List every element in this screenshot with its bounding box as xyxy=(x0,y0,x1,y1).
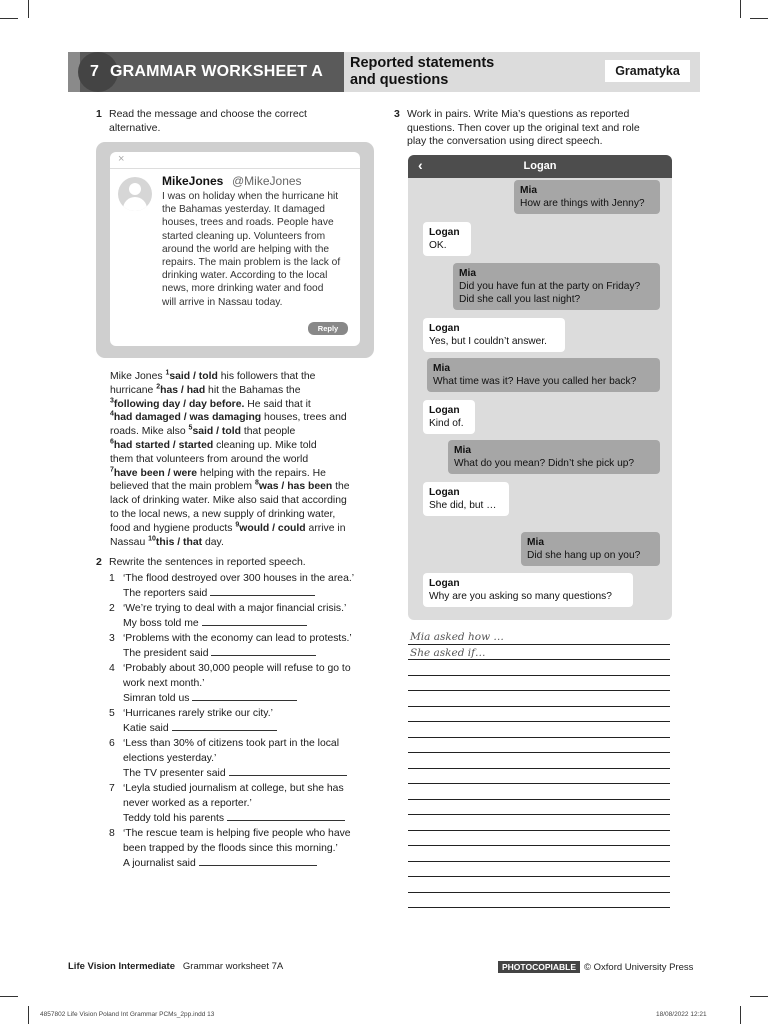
list-item: 8 ‘The rescue team is helping five people who have been trapped by the floods since this morning.’ A journalist said xyxy=(109,828,351,869)
writing-line[interactable] xyxy=(408,737,670,738)
list-item: 3 ‘Problems with the economy can lead to protests.’ The president said xyxy=(109,633,352,659)
writing-line[interactable] xyxy=(408,659,670,660)
exercise-3-number: 3 xyxy=(394,108,400,120)
crop-mark xyxy=(28,1006,29,1024)
choice-6[interactable]: had started / started xyxy=(113,439,214,451)
crop-mark xyxy=(28,0,29,18)
answer-blank[interactable] xyxy=(227,811,345,821)
list-item: 7 ‘Leyla studied journalism at college, but she has never worked as a reporter.’ Teddy told his parents xyxy=(109,783,344,824)
chat-bubble-logan: Logan She did, but … xyxy=(423,482,509,516)
choice-9[interactable]: would / could xyxy=(239,522,306,534)
list-item: 4 ‘Probably about 30,000 people will refuse to go to work next month.’ Simran told us xyxy=(109,663,351,704)
writing-line[interactable] xyxy=(408,907,670,908)
chat-bubble-logan: Logan Kind of. xyxy=(423,400,475,434)
crop-mark xyxy=(740,1006,741,1024)
chat-bubble-logan: Logan OK. xyxy=(423,222,471,256)
tweet-text: I was on holiday when the hurricane hit the Bahamas yesterday. It damaged houses, trees and roads. People have started cleaning up. Volunteers from around the world are helping with the repairs. The main problem is the lack of drinking water. According to the local news, more drinking water and food will arrive in Nassau today. xyxy=(162,191,341,308)
print-timestamp: 18/08/2022 12:21 xyxy=(656,1011,707,1018)
writing-line[interactable] xyxy=(408,644,670,645)
list-item: 2 ‘We’re trying to deal with a major financial crisis.’ My boss told me xyxy=(109,603,347,629)
choice-10[interactable]: this / that xyxy=(155,536,203,548)
worksheet-title: GRAMMAR WORKSHEET A xyxy=(110,63,323,80)
choice-7[interactable]: have been / were xyxy=(113,467,198,479)
chat-bubble-mia: Mia What do you mean? Didn’t she pick up? xyxy=(448,440,660,474)
crop-mark xyxy=(0,996,18,997)
chat-bubble-mia: Mia What time was it? Have you called her back? xyxy=(427,358,660,392)
answer-blank[interactable] xyxy=(192,691,297,701)
writing-line[interactable] xyxy=(408,675,670,676)
writing-line[interactable] xyxy=(408,799,670,800)
list-item: 1 ‘The flood destroyed over 300 houses in the area.’ The reporters said xyxy=(109,573,355,599)
answer-blank[interactable] xyxy=(211,646,316,656)
exercise-2-instruction: Rewrite the sentences in reported speech. xyxy=(109,556,306,568)
chat-bubble-mia: Mia How are things with Jenny? xyxy=(514,180,660,214)
chat-contact-name: Logan xyxy=(523,160,557,172)
worksheet-header xyxy=(68,52,700,92)
exercise-1-instruction: Read the message and choose the correct alternative. xyxy=(109,108,307,134)
tweet-author-name: MikeJones xyxy=(162,174,224,188)
exercise-1-passage: Mike Jones $^1$said / told his followers that the hurricane $^2$has / had hit the Bahamas the $^3$following day / day before. He said that it $^4$had damaged / was damaging houses, trees and roads. Mike also $^5$said / told that people $^6$had started / started cleaning up. Mike told them that volunteers from around the world $^7$have been / were helping with the repairs. He believed that the main problem $^8$was / has been the lack of drinking water. Mike also said that according to the local news, a new supply of drinking water, food and hygiene products $^9$would / could arrive in Nassau $^{10}$this / that day. xyxy=(110,369,350,548)
exercise-3-instruction: Work in pairs. Write Mia’s questions as reported questions. Then cover up the original text and role play the conversation using direct speech. xyxy=(407,108,640,147)
writing-line[interactable] xyxy=(408,830,670,831)
answer-blank[interactable] xyxy=(202,616,307,626)
exercise-1-number: 1 xyxy=(96,108,102,120)
choice-1[interactable]: said / told xyxy=(169,371,218,382)
writing-line[interactable] xyxy=(408,845,670,846)
crop-mark xyxy=(740,0,741,18)
choice-8[interactable]: was / has been xyxy=(258,481,333,493)
topic-title: Reported statements and questions xyxy=(350,55,495,88)
writing-line[interactable] xyxy=(408,690,670,691)
writing-line[interactable] xyxy=(408,876,670,877)
chat-bubble-mia: Mia Did she hang up on you? xyxy=(521,532,660,566)
writing-line[interactable] xyxy=(408,814,670,815)
exercise-2-number: 2 xyxy=(96,556,102,568)
choice-4[interactable]: had damaged / was damaging xyxy=(113,412,262,424)
footer-copyright: PHOTOCOPIABLE © Oxford University Press xyxy=(498,961,693,973)
divider xyxy=(110,168,360,169)
crop-mark xyxy=(750,996,768,997)
reply-button[interactable]: Reply xyxy=(308,322,348,335)
choice-5[interactable]: said / told xyxy=(192,426,241,438)
back-icon[interactable]: ‹ xyxy=(418,157,423,173)
list-item: 6 ‘Less than 30% of citizens took part in the local elections yesterday.’ The TV presenter said xyxy=(109,736,374,781)
print-slug: 4857802 Life Vision Poland Int Grammar PCMs_2pp.indd 13 xyxy=(40,1011,215,1018)
tweet-card xyxy=(110,152,360,346)
tweet-author-handle: @MikeJones xyxy=(232,174,302,188)
choice-2[interactable]: has / had xyxy=(160,384,206,396)
writing-line[interactable] xyxy=(408,752,670,753)
answer-blank[interactable] xyxy=(229,766,347,776)
chat-bubble-mia: Mia Did you have fun at the party on Friday? Did she call you last night? xyxy=(453,263,660,310)
writing-line[interactable] xyxy=(408,706,670,707)
answer-blank[interactable] xyxy=(210,586,315,596)
writing-line[interactable] xyxy=(408,861,670,862)
chat-window xyxy=(408,155,672,620)
crop-mark xyxy=(750,18,768,19)
answer-prompt: Mia asked how … xyxy=(410,631,504,643)
unit-number: 7 xyxy=(90,63,99,80)
chat-bubble-logan: Logan Why are you asking so many questions? xyxy=(423,573,633,607)
category-tag: Gramatyka xyxy=(605,60,690,82)
footer-book-info: Life Vision Intermediate Grammar worksheet 7A xyxy=(68,961,284,972)
writing-line[interactable] xyxy=(408,892,670,893)
chat-bubble-logan: Logan Yes, but I couldn’t answer. xyxy=(423,318,565,352)
writing-line[interactable] xyxy=(408,721,670,722)
writing-line[interactable] xyxy=(408,768,670,769)
avatar-icon xyxy=(118,177,152,211)
answer-blank[interactable] xyxy=(199,856,317,866)
exercise-2-items xyxy=(109,571,374,871)
choice-3[interactable]: following day / day before. xyxy=(113,398,245,410)
list-item: 5 ‘Hurricanes rarely strike our city.’ Katie said xyxy=(109,706,374,736)
writing-line[interactable] xyxy=(408,783,670,784)
close-icon[interactable]: × xyxy=(118,153,125,165)
photocopiable-badge: PHOTOCOPIABLE xyxy=(498,961,580,973)
crop-mark xyxy=(0,18,18,19)
answer-blank[interactable] xyxy=(172,721,277,731)
answer-prompt: She asked if… xyxy=(410,647,486,659)
